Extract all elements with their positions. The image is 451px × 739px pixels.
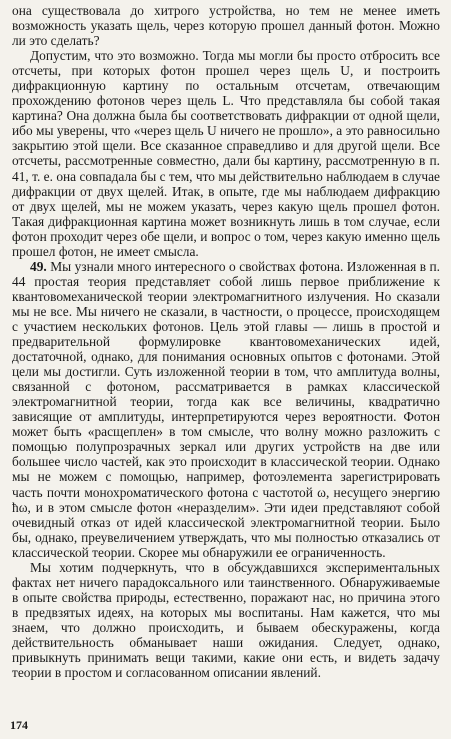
paragraph-suppose [12, 48, 440, 259]
paragraph-text: Мы хотим подчеркнуть, что в обсуждавшихся экспериментальных фактах нет ничего парадоксального или таинственного. Обнаруживаемые в опыте свойства природы, естественно, поражают нас, но причина этого в предвзятых идеях, на которых мы воспитаны. Нам кажется, что мы знаем, что должно происходить, и бываем обескуражены, когда действительность обманывает наши ожидания. Следует, однако, привыкнуть принимать вещи такими, какие они есть, и видеть задачу теории в простом и согласованном описании явлений. [12, 559, 440, 681]
section-number: 49. [30, 258, 47, 274]
paragraph-text: Мы узнали много интересного о свойствах фотона. Изложенная в п. 44 простая теория представляет собой лишь первое приближение к квантовомеханической теории электромагнитного излучения. Но сказали мы не все. Мы ничего не сказали, в частности, о процессе, происходящем с участием нескольких фотонов. Цель этой главы — лишь в простой и предварительной формулировке квантовомеханических идей, достаточной, однако, для понимания основных опытов с фотонами. Этой цели мы достигли. Суть изложенной теории в том, что амплитуда волны, связанной с фотоном, рассматривается в рамках классической электромагнитной теории, тогда как все величины, квадратично зависящие от амплитуды, интерпретируются через вероятности. Фотон может быть «расщеплен» в том смысле, что волну можно разложить с помощью полупрозрачных зеркал или других устройств на две или большее число частей, как это происходит в классической теории. Однако мы не можем с помощью, например, фотоэлемента зарегистрировать часть почти монохроматического фотона с частотой ω, несущего энергию ħω, и в этом смысле фотон «неразделим». Эти идеи представляют собой очевидный отказ от идей классической электромагнитной теории. Было бы, однако, преувеличением утверждать, что мы полностью отказались от классической теории. Скорее мы обнаружили ее ограниченность. [12, 258, 440, 560]
paragraph-text: Допустим, что это возможно. Тогда мы могли бы просто отбросить все отсчеты, при которых фотон прошел через щель U, и построить дифракционную картину по остальным отсчетам, отвечающим прохождению фотонов через щель L. Что представляла бы собой такая картина? Она должна была бы соответствовать дифракции от одной щели, ибо мы уверены, что «через щель U ничего не прошло», а это равносильно закрытию этой щели. Все сказанное справедливо и для другой щели. Все отсчеты, рассмотренные совместно, дали бы картину, рассмотренную в п. 41, т. е. она совпадала бы с тем, что мы действительно наблюдаем в случае дифракции от двух щелей. Итак, в опыте, где мы наблюдаем дифракцию от двух щелей, мы не можем указать, через какую щель прошел фотон. Такая дифракционная картина может возникнуть лишь в том случае, если фотон проходит через обе щели, и вопрос о том, через какую именно щель прошел фотон, не имеет смысла. [12, 48, 440, 259]
paragraph-text: она существовала до хитрого устройства, но тем не менее иметь возможность указать щель, через которую прошел данный фотон. Можно ли это сделать? [12, 3, 440, 49]
paragraph-continued [12, 3, 440, 48]
page-number: 174 [10, 718, 28, 732]
paragraph-section-49 [12, 259, 440, 560]
paragraph-emphasis [12, 560, 440, 680]
